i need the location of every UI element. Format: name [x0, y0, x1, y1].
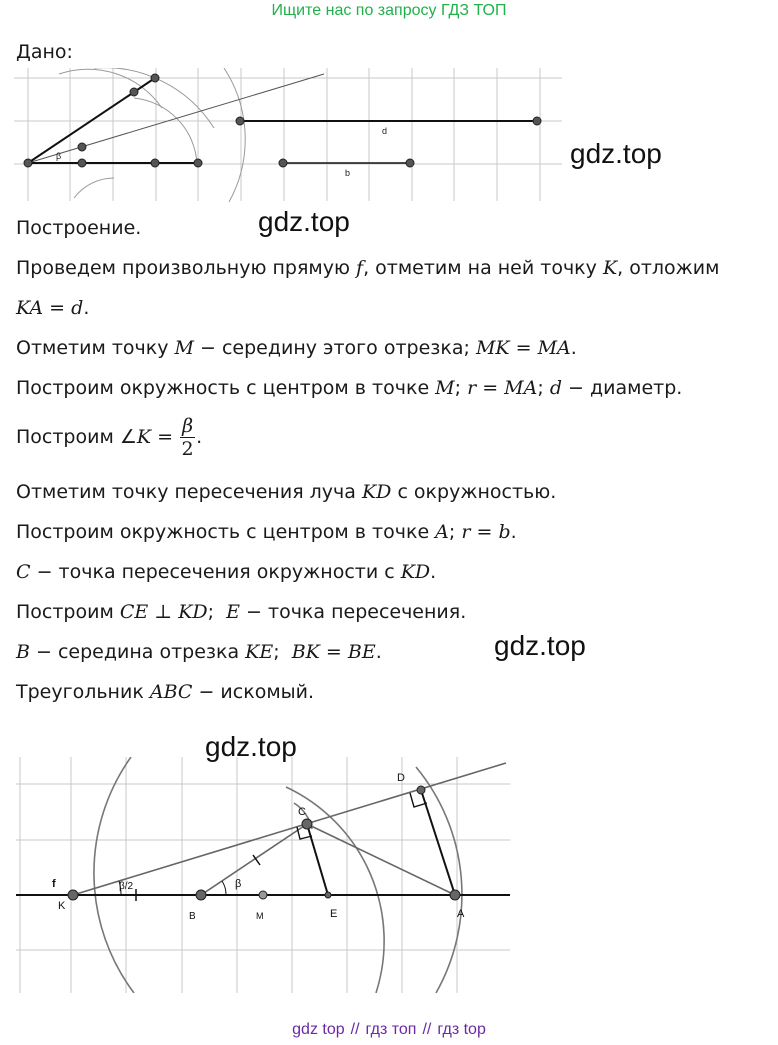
- footer-link-1[interactable]: gdz top: [292, 1021, 345, 1038]
- footer-link-3[interactable]: гдз top: [437, 1021, 486, 1038]
- footer-link-2[interactable]: гдз топ: [365, 1021, 417, 1038]
- point-e: [325, 892, 331, 898]
- given-beta-label: β: [56, 151, 62, 161]
- step-5: Отметим точку пересечения луча KD с окружностью.: [16, 481, 557, 503]
- step-9: B − середина отрезка KE; BK = BE.: [16, 641, 382, 663]
- step-1-line-1: Проведем произвольную прямую f, отметим на ней точку K, отложим: [16, 257, 720, 279]
- label-m: M: [256, 911, 264, 921]
- given-arcs: [59, 68, 245, 202]
- label-k: K: [58, 900, 66, 912]
- point-m: [259, 891, 267, 899]
- footer-separator-1: //: [350, 1021, 360, 1038]
- step-3: Построим окружность с центром в точке M; r = MA; d − диаметр.: [16, 377, 683, 399]
- given-figure: [14, 68, 564, 202]
- point-k: [68, 890, 78, 900]
- result-figure: [16, 757, 510, 993]
- step-8: Построим CE ⊥ KD; E − точка пересечения.: [16, 601, 467, 623]
- top-banner: Ищите нас по запросу ГДЗ ТОП: [271, 2, 507, 19]
- label-b: B: [189, 911, 196, 922]
- label-c: C: [298, 806, 306, 818]
- point-c: [302, 819, 312, 829]
- result-grid: [16, 757, 510, 993]
- point-d: [417, 786, 425, 794]
- label-beta: β: [235, 878, 242, 890]
- label-half-beta: β/2: [119, 881, 134, 892]
- given-ray: [28, 74, 324, 163]
- side-ca: [307, 824, 455, 895]
- step-1-line-2: KA = d.: [16, 297, 90, 319]
- watermark-1: gdz.top: [570, 138, 662, 169]
- step-2: Отметим точку M − середину этого отрезка; MK = MA.: [16, 337, 577, 359]
- footer-separator-2: //: [422, 1021, 432, 1038]
- watermark-3: gdz.top: [494, 630, 586, 661]
- label-f: f: [52, 878, 56, 890]
- angle-arc-b: [222, 881, 226, 895]
- ray-kd: [73, 763, 506, 895]
- step-4: Построим ∠K = $\frac{\beta}{2}$ .: [16, 415, 203, 460]
- fraction-half-beta: $\frac{\beta}{2}$: [181, 415, 194, 460]
- point-a: [450, 890, 460, 900]
- point-b: [196, 890, 206, 900]
- label-d: D: [397, 772, 405, 784]
- segment-ad: [421, 790, 455, 895]
- label-a: A: [457, 908, 465, 920]
- footer-links: [0, 1021, 778, 1039]
- segment-ce: [307, 824, 328, 895]
- label-e: E: [330, 908, 338, 920]
- side-bc: [201, 824, 307, 895]
- construction-title: Построение.: [16, 217, 142, 239]
- step-6: Построим окружность с центром в точке A; r = b.: [16, 521, 517, 543]
- result-circles: [94, 757, 462, 993]
- b-label: b: [345, 168, 351, 178]
- watermark-2: gdz.top: [258, 206, 350, 237]
- step-7: C − точка пересечения окружности с KD.: [16, 561, 437, 583]
- watermark-4: gdz.top: [205, 731, 297, 762]
- step-10: Треугольник ABC − искомый.: [16, 681, 315, 703]
- given-label: Дано:: [16, 41, 73, 63]
- d-label: d: [382, 126, 388, 136]
